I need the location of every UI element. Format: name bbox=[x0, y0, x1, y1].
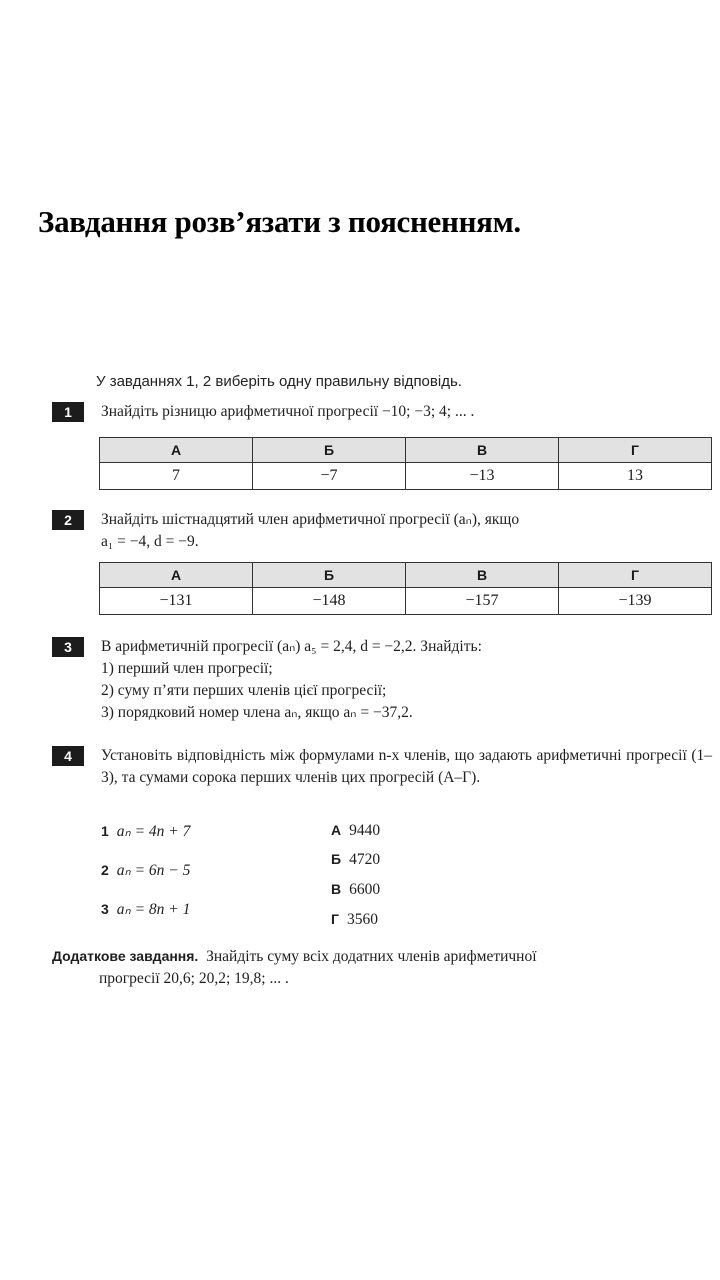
answer-header: Б bbox=[253, 438, 406, 463]
extra-task-line-1: Знайдіть суму всіх додатних членів арифметичної bbox=[206, 948, 537, 965]
answer-value: −148 bbox=[253, 588, 406, 615]
option-letter: В bbox=[331, 881, 342, 897]
option-value: 6600 bbox=[349, 881, 381, 898]
option-row bbox=[331, 881, 380, 899]
answer-value: −157 bbox=[406, 588, 559, 615]
option-letter: Г bbox=[331, 911, 339, 927]
task-1-question: Знайдіть різницю арифметичної прогресії −10; −3; 4; ... . bbox=[101, 403, 475, 420]
task-3-item: 1) перший член прогресії; bbox=[101, 660, 273, 677]
option-value: 4720 bbox=[349, 851, 381, 868]
option-value: 9440 bbox=[349, 822, 381, 839]
page-heading: Завдання розв’язати з поясненням. bbox=[38, 204, 521, 239]
answer-value: 13 bbox=[559, 463, 712, 490]
task-2-answer-table bbox=[99, 562, 712, 615]
formula: aₙ = 8n + 1 bbox=[116, 901, 191, 918]
task-1-number: 1 bbox=[52, 402, 84, 422]
option-letter: Б bbox=[331, 851, 342, 867]
option-letter: А bbox=[331, 822, 342, 838]
option-row bbox=[331, 911, 378, 929]
answer-value: −139 bbox=[559, 588, 712, 615]
formula-row bbox=[101, 822, 190, 841]
formula: aₙ = 4n + 7 bbox=[116, 823, 191, 840]
formula-number: 1 bbox=[101, 823, 109, 839]
option-value: 3560 bbox=[346, 911, 378, 928]
task-3-item: 3) порядковий номер члена aₙ, якщо aₙ = −37,2. bbox=[101, 704, 413, 721]
task-3-item: 2) суму п’яти перших членів цієї прогресії; bbox=[101, 682, 387, 699]
formula-number: 3 bbox=[101, 901, 109, 917]
task-3-question bbox=[101, 636, 712, 724]
answer-header: Г bbox=[559, 563, 712, 588]
task-2-question bbox=[101, 509, 712, 553]
formula: aₙ = 6n − 5 bbox=[116, 862, 191, 879]
answer-header: Б bbox=[253, 563, 406, 588]
answer-header: Г bbox=[559, 438, 712, 463]
task-3-line-1: В арифметичній прогресії (aₙ) a₅ = 2,4, d = −2,2. Знайдіть: bbox=[101, 638, 482, 655]
extra-task-label: Додаткове завдання. bbox=[52, 948, 199, 964]
task-3-number: 3 bbox=[52, 637, 84, 657]
formula-row bbox=[101, 900, 190, 919]
option-row bbox=[331, 822, 380, 840]
task-1-answer-table bbox=[99, 437, 712, 490]
instructions: У завданнях 1, 2 виберіть одну правильну відповідь. bbox=[96, 373, 462, 390]
answer-header: В bbox=[406, 438, 559, 463]
task-2-line-2: a₁ = −4, d = −9. bbox=[101, 533, 199, 550]
task-2-line-1: Знайдіть шістнадцятий член арифметичної прогресії (aₙ), якщо bbox=[101, 511, 520, 528]
task-4-number: 4 bbox=[52, 746, 84, 766]
answer-header: В bbox=[406, 563, 559, 588]
answer-value: −13 bbox=[406, 463, 559, 490]
extra-task bbox=[52, 945, 712, 990]
answer-header: А bbox=[100, 438, 253, 463]
task-4-question: Установіть відповідність між формулами n-х членів, що задають арифметичні прогресії (1–3), та сумами сорока перших членів цих прогресій (А–Г). bbox=[101, 747, 712, 786]
formula-number: 2 bbox=[101, 862, 109, 878]
formula-row bbox=[101, 861, 190, 880]
answer-value: −7 bbox=[253, 463, 406, 490]
answer-header: А bbox=[100, 563, 253, 588]
option-row bbox=[331, 851, 380, 869]
scanned-worksheet bbox=[0, 360, 720, 1000]
task-2-number: 2 bbox=[52, 510, 84, 530]
answer-value: −131 bbox=[100, 588, 253, 615]
extra-task-line-2: прогресії 20,6; 20,2; 19,8; ... . bbox=[99, 970, 289, 987]
answer-value: 7 bbox=[100, 463, 253, 490]
